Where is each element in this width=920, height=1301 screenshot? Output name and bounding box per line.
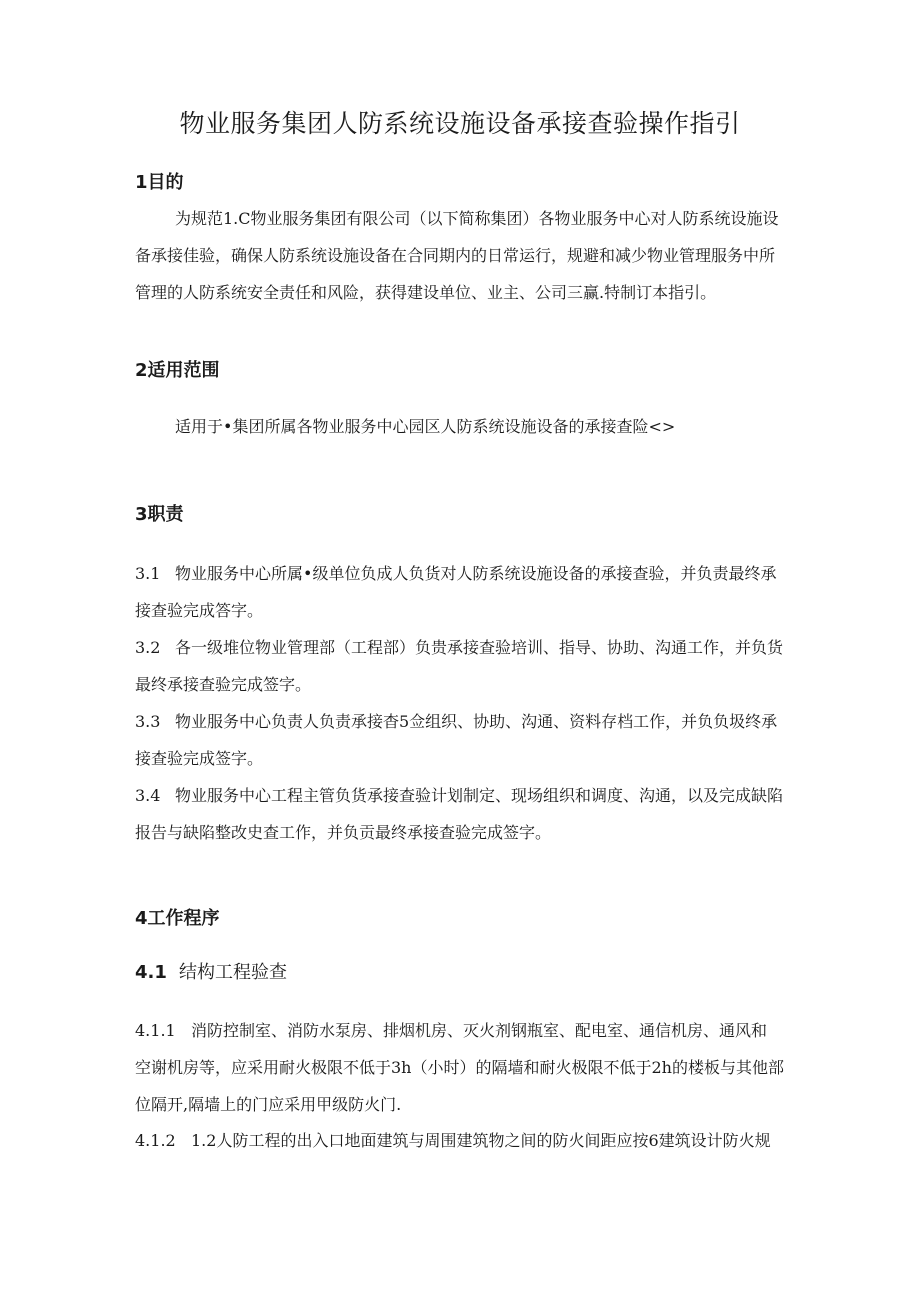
section-4-heading: 4工作程序 <box>135 908 220 929</box>
duty-item <box>135 629 825 703</box>
body-line: 为规范1.C物业服务集团有限公司（以下简称集团）各物业服务中心对人防系统设施设 <box>175 209 779 228</box>
item-text: 报告与缺陷整改史查工作，并负贡最终承接查验完成签字。 <box>135 823 552 842</box>
body-line: 适用于•集团所属各物业服务中心园区人防系统设施设备的承接查险<> <box>175 417 676 436</box>
item-text: 空谢机房等，应采用耐火极限不低于3h（小时）的隔墙和耐火极限不低于2h的楼板与其他部 <box>135 1058 784 1077</box>
item-text: 物业服务中心负责人负责承接杳5佥组织、协助、沟通、资料存档工作，并负负圾终承 <box>175 712 778 731</box>
subsection-4-1-heading <box>135 958 287 984</box>
duty-item <box>135 777 825 851</box>
procedure-item <box>135 1012 825 1123</box>
section-3-heading: 3职责 <box>135 504 184 525</box>
item-number: 3.4 <box>135 786 161 805</box>
subsection-number: 4.1 <box>135 962 167 983</box>
section-1-body <box>135 200 825 311</box>
item-text: 接查验完成签字。 <box>135 749 264 768</box>
item-text: 1.2人防工程的出入口地面建筑与周围建筑物之间的防火间距应按6建筑设计防火规 <box>191 1131 771 1150</box>
item-number: 3.1 <box>135 564 161 583</box>
item-number: 3.3 <box>135 712 161 731</box>
item-text: 最终承接查验完成签字。 <box>135 675 312 694</box>
duty-item <box>135 555 825 629</box>
procedure-item <box>135 1122 825 1159</box>
document-title: 物业服务集团人防系统设施设备承接查验操作指引 <box>179 109 741 138</box>
item-text: 接查验完成答字。 <box>135 601 264 620</box>
section-1-heading: 1目的 <box>135 172 184 193</box>
item-text: 各一级堆位物业管理部（工程部）负贵承接查验培训、指导、协助、沟通工作，并负货 <box>175 638 784 657</box>
item-text: 物业服务中心所属•级单位负成人负货对人防系统设施设备的承接查验，并负责最终承 <box>175 564 777 583</box>
item-number: 3.2 <box>135 638 161 657</box>
item-text: 位隔开,隔墙上的门应采用甲级防火门. <box>135 1095 402 1114</box>
duty-item <box>135 703 825 777</box>
body-line: 备承接佳验，确保人防系统设施设备在合同期内的日常运行，规避和减少物业管理服务中所 <box>135 246 776 265</box>
item-text: 消防控制室、消防水泵房、排烟机房、灭火剂钢瓶室、配电室、通信机房、通风和 <box>191 1021 768 1040</box>
section-2-heading: 2适用范围 <box>135 360 220 381</box>
item-text: 物业服务中心工程主管负货承接查验计划制定、现场组织和调度、沟通，以及完成缺陷 <box>175 786 784 805</box>
subsection-label: 结构工程验查 <box>179 962 287 983</box>
item-number: 4.1.1 <box>135 1021 176 1040</box>
item-number: 4.1.2 <box>135 1131 176 1150</box>
body-line: 管理的人防系统安全责任和风险，获得建设单位、业主、公司三赢.特制订本指引。 <box>135 283 717 302</box>
section-2-body <box>135 408 825 445</box>
